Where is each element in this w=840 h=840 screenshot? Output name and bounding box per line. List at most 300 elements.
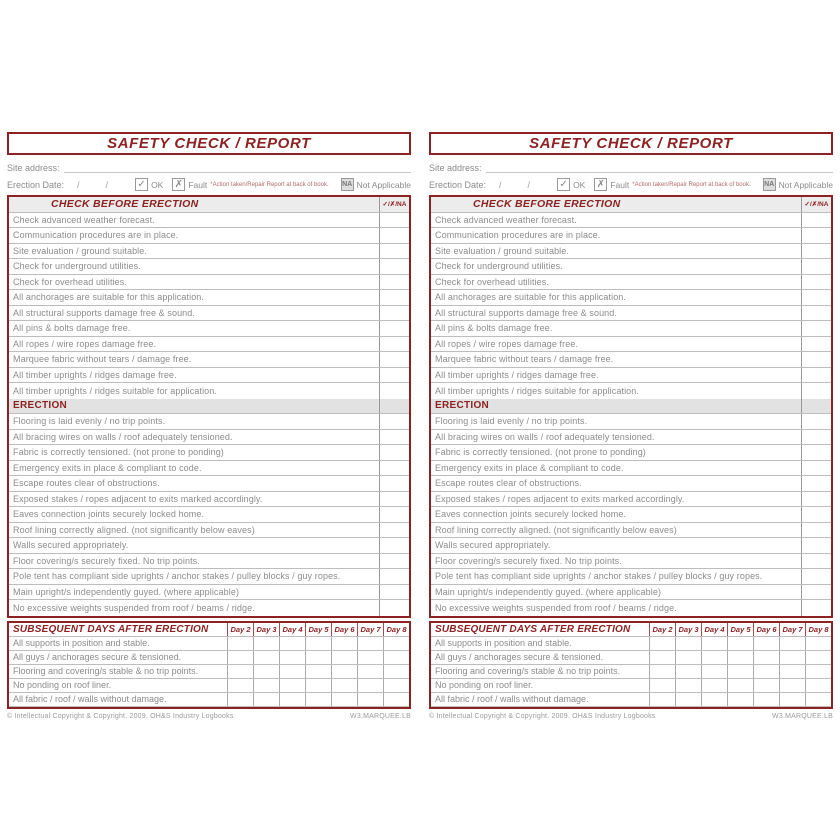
check-entry-cell [379,383,409,399]
check-entry-cell [801,523,831,538]
checklist-row [431,275,831,291]
site-address-label: Site address: [7,163,60,173]
checklist-item-label: Walls secured appropriately. [13,540,129,551]
date-slash: / [527,179,531,190]
checklist-row [431,306,831,322]
checklist-item-label: Escape routes clear of obstructions. [435,478,582,489]
checklist-row [431,259,831,275]
day-entry-cell [331,665,357,678]
checklist-row [9,554,409,570]
checklist-item-label: Pole tent has compliant side uprights / anchor stakes / pulley blocks / guy ropes. [435,571,763,582]
day-entry-cell [779,693,805,706]
marking-legend [557,178,833,191]
day-entry-cells [649,679,831,692]
checklist-row [9,306,409,322]
legend-fault [172,178,328,191]
erection-header: ERECTION [13,400,68,412]
checklist-item-label: All supports in position and stable. [13,638,150,648]
checklist-row [9,290,409,306]
day-entry-cell [753,665,779,678]
subsequent-days-table [7,621,411,709]
day-entry-cell [727,679,753,692]
form-code: W3.MARQUEE.LB [772,712,833,720]
day-entry-cells [227,665,409,678]
day-entry-cell [279,637,305,650]
checklist-row [9,414,409,430]
day-column-header: Day 8 [383,623,409,636]
erection-date-row [429,176,833,193]
checklist-item-label: Check for overhead utilities. [13,276,127,287]
check-entry-cell [801,414,831,429]
checklist-row [431,476,831,492]
checklist-item-label: Communication procedures are in place. [435,230,601,241]
checklist-row [9,693,409,707]
checklist-row [431,585,831,601]
check-entry-cell [379,507,409,522]
page-footer [7,713,411,720]
copyright-text: © Intellectual Copyright & Copyright. 2009. OH&S Industry Logbooks [7,712,234,720]
day-entry-cell [357,651,383,664]
check-entry-cell [379,290,409,305]
day-column-header: Day 5 [305,623,331,636]
check-entry-cell [801,383,831,399]
day-entry-cell [779,665,805,678]
day-entry-cell [649,665,675,678]
day-entry-cell [779,651,805,664]
checklist-item-label: All fabric / roof / walls without damage. [13,694,167,704]
checklist-row [431,461,831,477]
checklist-row [9,259,409,275]
checklist-row [431,321,831,337]
erection-header-row [9,399,409,415]
erection-header: ERECTION [435,400,490,412]
checklist-row [431,523,831,539]
safety-checklist-table [7,195,411,618]
checklist-row [431,554,831,570]
checklist-row [431,600,831,616]
check-entry-cell [379,445,409,460]
subsequent-days-rows [431,637,831,707]
site-address-row [429,160,833,173]
day-entry-cell [253,637,279,650]
checklist-item-label: No ponding on roof liner. [13,680,112,690]
day-column-header: Day 7 [779,623,805,636]
day-entry-cell [383,665,409,678]
day-entry-cell [675,665,701,678]
erection-date-label: Erection Date: [7,179,65,190]
form-title-box [7,132,411,155]
erection-rows [431,414,831,616]
checklist-item-label: Check for underground utilities. [435,261,563,272]
fault-footnote: *Action taken/Repair Report at back of book. [210,181,329,188]
site-address-write-line [64,162,411,173]
check-entry-cell [379,399,409,414]
day-entry-cell [701,693,727,706]
date-slash: / [77,179,80,190]
ok-tick-checkbox-icon: ✓ [557,178,570,191]
checklist-row [431,651,831,665]
day-entry-cell [701,665,727,678]
checklist-item-label: Fabric is correctly tensioned. (not prone to ponding) [435,447,646,458]
day-entry-cells [649,651,831,664]
check-entry-cell [801,554,831,569]
checklist-row [9,213,409,229]
fault-cross-checkbox-icon: ✗ [172,178,185,191]
checklist-row [9,461,409,477]
subsequent-days-table [429,621,833,709]
check-entry-cell [801,492,831,507]
check-entry-cell [801,430,831,445]
day-entry-cell [753,637,779,650]
day-entry-cell [357,679,383,692]
day-column-headers [227,623,409,636]
check-entry-cell [801,275,831,290]
checklist-row [9,430,409,446]
day-entry-cell [227,679,253,692]
safety-checklist-table [429,195,833,618]
day-entry-cell [727,651,753,664]
fault-footnote: *Action taken/Repair Report at back of book. [632,181,751,188]
check-entry-cell [379,569,409,584]
check-entry-cell [379,352,409,367]
checklist-row [9,244,409,260]
day-entry-cell [279,679,305,692]
day-entry-cell [331,679,357,692]
checklist-item-label: All structural supports damage free & sound. [435,307,617,318]
subsequent-days-header-row [9,623,409,637]
day-entry-cell [253,651,279,664]
day-entry-cell [305,651,331,664]
ok-label: OK [573,179,586,190]
checklist-item-label: All guys / anchorages secure & tensioned. [435,652,604,662]
check-entry-cell [801,585,831,600]
checklist-item-label: Flooring is laid evenly / no trip points. [435,416,588,427]
day-entry-cells [649,693,831,706]
form-code: W3.MARQUEE.LB [350,712,411,720]
checklist-item-label: All fabric / roof / walls without damage. [435,694,589,704]
checklist-row [9,492,409,508]
checklist-item-label: No excessive weights suspended from roof / beams / ridge. [435,602,677,613]
legend-ok [557,178,585,191]
checklist-item-label: All timber uprights / ridges damage free. [13,369,177,380]
legend-not-applicable [763,178,833,191]
day-column-header: Day 4 [279,623,305,636]
checklist-item-label: All ropes / wire ropes damage free. [13,338,157,349]
check-entry-cell [379,275,409,290]
day-column-header: Day 3 [253,623,279,636]
checklist-row [9,383,409,399]
check-entry-cell [801,600,831,616]
check-entry-cell [801,352,831,367]
ok-tick-checkbox-icon: ✓ [135,178,148,191]
checklist-item-label: Exposed stakes / ropes adjacent to exits marked accordingly. [435,493,685,504]
day-entry-cell [331,651,357,664]
day-column-header: Day 6 [753,623,779,636]
check-entry-cell [379,414,409,429]
day-entry-cells [227,637,409,650]
checklist-row [431,569,831,585]
check-entry-cell [801,476,831,491]
check-entry-cell [379,554,409,569]
day-entry-cell [253,679,279,692]
check-entry-cell [379,523,409,538]
check-entry-cell [379,321,409,336]
checklist-item-label: Marquee fabric without tears / damage free. [435,354,614,365]
checklist-item-label: Eaves connection joints securely locked home. [13,509,205,520]
day-entry-cell [727,637,753,650]
day-entry-cell [779,679,805,692]
checklist-item-label: Main upright/s independently guyed. (where applicable) [13,586,240,597]
checklist-item-label: Check for underground utilities. [13,261,141,272]
check-entry-cell [379,259,409,274]
ok-label: OK [151,179,164,190]
day-entry-cell [227,665,253,678]
checklist-item-label: All pins & bolts damage free. [13,323,131,334]
check-before-erection-rows [9,213,409,399]
site-address-write-line [486,162,833,173]
checklist-row [431,414,831,430]
check-entry-cell [379,476,409,491]
day-entry-cells [227,693,409,706]
day-entry-cell [701,637,727,650]
day-column-header: Day 5 [727,623,753,636]
checklist-row [9,476,409,492]
checklist-item-label: Check advanced weather forecast. [13,214,155,225]
checklist-item-label: Check for overhead utilities. [435,276,549,287]
day-entry-cell [383,651,409,664]
copyright-text: © Intellectual Copyright & Copyright. 2009. OH&S Industry Logbooks [429,712,656,720]
checklist-item-label: All structural supports damage free & sound. [13,307,195,318]
check-entry-cell [379,306,409,321]
day-entry-cell [253,665,279,678]
checklist-row [9,665,409,679]
checklist-item-label: Pole tent has compliant side uprights / anchor stakes / pulley blocks / guy ropes. [13,571,341,582]
checklist-row [9,321,409,337]
day-entry-cell [701,651,727,664]
checklist-item-label: Fabric is correctly tensioned. (not prone to ponding) [13,447,224,458]
checklist-item-label: No excessive weights suspended from roof / beams / ridge. [13,602,255,613]
fault-label: Fault [610,179,630,190]
day-entry-cell [383,693,409,706]
check-entry-cell [379,585,409,600]
checklist-row [431,637,831,651]
day-column-header: Day 3 [675,623,701,636]
legend-ok [135,178,163,191]
day-entry-cell [279,651,305,664]
check-entry-cell [379,213,409,228]
day-entry-cell [227,651,253,664]
checklist-item-label: Site evaluation / ground suitable. [435,245,569,256]
day-entry-cell [357,665,383,678]
checklist-row [9,337,409,353]
day-entry-cells [227,651,409,664]
checklist-row [9,445,409,461]
day-entry-cell [279,693,305,706]
day-entry-cell [383,637,409,650]
day-entry-cell [805,665,831,678]
check-before-erection-header: CHECK BEFORE ERECTION [473,198,621,211]
check-entry-cell [801,337,831,352]
checklist-row [9,228,409,244]
subsequent-days-header: SUBSEQUENT DAYS AFTER ERECTION [435,623,631,635]
checklist-item-label: All pins & bolts damage free. [435,323,553,334]
checklist-row [431,244,831,260]
checklist-row [9,538,409,554]
checklist-row [9,600,409,616]
check-before-erection-rows [431,213,831,399]
day-column-header: Day 7 [357,623,383,636]
tick-column-header: ✓/✗/NA [379,197,409,212]
tick-column-header: ✓/✗/NA [801,197,831,212]
check-entry-cell [801,321,831,336]
day-entry-cell [779,637,805,650]
check-entry-cell [801,213,831,228]
fault-label: Fault [188,179,208,190]
day-entry-cell [675,693,701,706]
day-entry-cell [649,637,675,650]
checklist-row [431,679,831,693]
day-column-header: Day 8 [805,623,831,636]
day-entry-cell [675,637,701,650]
check-before-erection-header-row [431,197,831,213]
day-entry-cell [701,679,727,692]
checklist-item-label: All timber uprights / ridges suitable for application. [13,385,217,396]
day-entry-cell [727,693,753,706]
checklist-row [9,651,409,665]
checklist-item-label: All ropes / wire ropes damage free. [435,338,579,349]
check-before-erection-header-row [9,197,409,213]
day-column-headers [649,623,831,636]
checklist-row [9,679,409,693]
form-title-box [429,132,833,155]
checklist-item-label: No ponding on roof liner. [435,680,534,690]
erection-date-label: Erection Date: [429,179,487,190]
check-entry-cell [379,492,409,507]
checklist-item-label: All anchorages are suitable for this application. [435,292,627,303]
checklist-item-label: Communication procedures are in place. [13,230,179,241]
day-entry-cell [805,679,831,692]
page-footer [429,713,833,720]
checklist-item-label: Emergency exits in place & compliant to code. [435,462,624,473]
day-entry-cell [305,665,331,678]
day-entry-cells [227,679,409,692]
day-entry-cell [649,679,675,692]
checklist-item-label: All supports in position and stable. [435,638,572,648]
day-entry-cell [649,651,675,664]
checklist-row [431,507,831,523]
checklist-item-label: Check advanced weather forecast. [435,214,577,225]
checklist-row [9,523,409,539]
day-entry-cell [675,651,701,664]
check-before-erection-header: CHECK BEFORE ERECTION [51,198,199,211]
checklist-row [431,430,831,446]
checklist-item-label: Eaves connection joints securely locked home. [435,509,627,520]
checklist-row [431,228,831,244]
checklist-item-label: Flooring and covering/s stable & no trip points. [13,666,199,676]
check-entry-cell [801,306,831,321]
safety-check-form-page [429,132,833,720]
checklist-row [9,637,409,651]
day-entry-cell [331,693,357,706]
day-entry-cell [383,679,409,692]
checklist-item-label: Marquee fabric without tears / damage free. [13,354,192,365]
two-page-spread [0,132,840,720]
day-entry-cell [675,679,701,692]
day-column-header: Day 4 [701,623,727,636]
check-entry-cell [379,244,409,259]
day-entry-cell [649,693,675,706]
day-entry-cell [753,679,779,692]
check-entry-cell [379,461,409,476]
checklist-item-label: Walls secured appropriately. [435,540,551,551]
check-entry-cell [801,445,831,460]
subsequent-days-header-row [431,623,831,637]
check-entry-cell [379,538,409,553]
day-entry-cell [279,665,305,678]
checklist-item-label: All bracing wires on walls / roof adequately tensioned. [13,431,233,442]
checklist-row [9,352,409,368]
check-entry-cell [801,507,831,522]
na-box-icon: NA [341,178,354,191]
checklist-item-label: Main upright/s independently guyed. (where applicable) [435,586,662,597]
day-column-header: Day 2 [227,623,253,636]
checklist-row [9,507,409,523]
check-entry-cell [379,600,409,616]
date-slash: / [499,179,502,190]
day-entry-cell [331,637,357,650]
checklist-item-label: All timber uprights / ridges damage free. [435,369,599,380]
day-entry-cell [227,693,253,706]
day-column-header: Day 6 [331,623,357,636]
checklist-item-label: All timber uprights / ridges suitable for application. [435,385,639,396]
form-title: SAFETY CHECK / REPORT [529,135,733,152]
checklist-item-label: Emergency exits in place & compliant to code. [13,462,202,473]
checklist-item-label: Roof lining correctly aligned. (not significantly below eaves) [13,524,255,535]
day-entry-cell [305,693,331,706]
day-entry-cell [357,637,383,650]
day-entry-cell [253,693,279,706]
check-entry-cell [801,244,831,259]
checklist-row [9,569,409,585]
checklist-item-label: Site evaluation / ground suitable. [13,245,147,256]
day-entry-cells [649,665,831,678]
checklist-row [431,337,831,353]
fault-cross-checkbox-icon: ✗ [594,178,607,191]
day-entry-cell [805,637,831,650]
checklist-row [9,585,409,601]
check-entry-cell [801,399,831,414]
day-entry-cell [227,637,253,650]
erection-rows [9,414,409,616]
not-applicable-label: Not Applicable [356,179,411,190]
day-entry-cell [305,679,331,692]
checklist-item-label: Flooring and covering/s stable & no trip points. [435,666,621,676]
check-entry-cell [379,337,409,352]
checklist-item-label: Escape routes clear of obstructions. [13,478,160,489]
subsequent-days-rows [9,637,409,707]
checklist-row [431,492,831,508]
erection-date-row [7,176,411,193]
site-address-label: Site address: [429,163,482,173]
checklist-row [431,290,831,306]
day-entry-cell [727,665,753,678]
day-entry-cell [753,651,779,664]
checklist-item-label: Roof lining correctly aligned. (not significantly below eaves) [435,524,677,535]
checklist-item-label: Exposed stakes / ropes adjacent to exits marked accordingly. [13,493,263,504]
erection-header-row [431,399,831,415]
check-entry-cell [379,368,409,383]
legend-fault [594,178,750,191]
